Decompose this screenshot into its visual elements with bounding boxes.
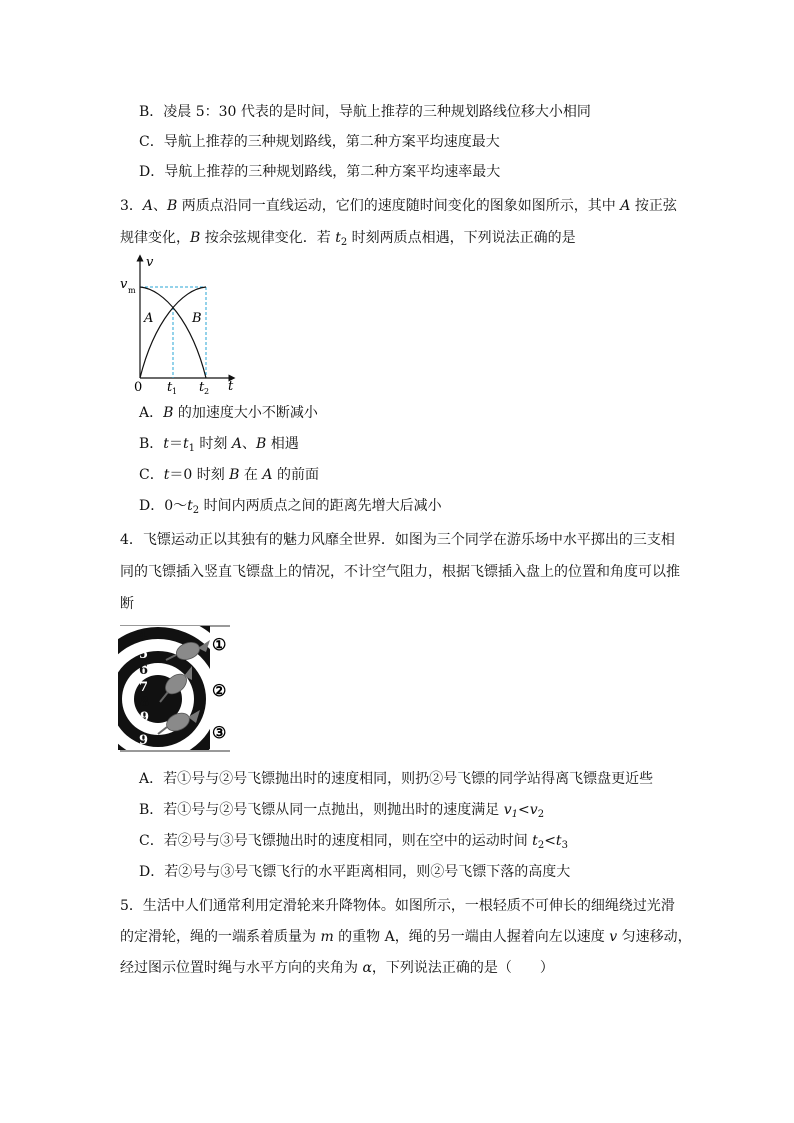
mark-3: ③ xyxy=(212,723,227,742)
q3-stem-line2: 规律变化，B 按余弦规律变化．若 $t_2$ 时刻两质点相遇，下列说法正确的是 xyxy=(120,230,576,248)
curve-a-label: A xyxy=(144,311,154,326)
v-axis-label: v xyxy=(146,255,154,270)
q4-option-a: A．若①号与②号飞镖抛出时的速度相同，则扔②号飞镖的同学站得离飞镖盘更近些 xyxy=(139,771,654,787)
svg-text:5: 5 xyxy=(139,647,149,662)
q4-option-d: D．若②号与③号飞镖飞行的水平距离相同，则②号飞镖下落的高度大 xyxy=(139,864,571,880)
q3-option-b: B．$t=t_1$ 时刻 A、B 相遇 xyxy=(139,436,299,454)
q5-stem-line2: 的定滑轮，绳的一端系着质量为 m 的重物 A，绳的另一端由人握着向左以速度 v 匀速移动， xyxy=(120,929,692,945)
q4-stem-line3: 断 xyxy=(120,596,134,612)
origin-label: 0 xyxy=(134,380,143,394)
svg-text:9: 9 xyxy=(139,733,149,748)
svg-text:9: 9 xyxy=(140,710,150,725)
q3-option-c: C．t＝0 时刻 B 在 A 的前面 xyxy=(139,467,319,483)
t2-subscript: 2 xyxy=(204,387,210,394)
q4-option-b: B．若①号与②号飞镖从同一点抛出，则抛出时的速度满足 $v_1<v_2$ xyxy=(139,802,545,820)
vm-subscript: m xyxy=(128,286,136,295)
mark-1: ① xyxy=(212,635,227,654)
velocity-time-graph xyxy=(112,252,242,394)
t-axis-label: t xyxy=(228,379,234,394)
q3-option-a: A．B 的加速度大小不断减小 xyxy=(139,405,318,421)
vm-label: v xyxy=(120,277,128,292)
svg-text:7: 7 xyxy=(139,680,149,695)
dartboard-figure xyxy=(118,624,233,754)
q5-stem-line1: 5．生活中人们通常利用定滑轮来升降物体。如图所示，一根轻质不可伸长的细绳绕过光滑 xyxy=(120,898,675,914)
q4-stem-line1: 4．飞镖运动正以其独有的魅力风靡全世界．如图为三个同学在游乐场中水平掷出的三支相 xyxy=(120,532,675,548)
svg-text:6: 6 xyxy=(139,663,149,678)
q2-option-b: B．凌晨 5：30 代表的是时间，导航上推荐的三种规划路线位移大小相同 xyxy=(139,104,591,120)
svg-text:4: 4 xyxy=(138,629,148,644)
t1-label: t xyxy=(167,380,173,394)
q4-stem-line2: 同的飞镖插入竖直飞镖盘上的情况，不计空气阻力，根据飞镖插入盘上的位置和角度可以推 xyxy=(120,564,680,580)
q3-stem-line1: 3．A、B 两质点沿同一直线运动，它们的速度随时间变化的图象如图所示，其中 A 按正弦 xyxy=(120,198,677,214)
q2-option-c: C．导航上推荐的三种规划路线，第二种方案平均速度最大 xyxy=(139,134,500,150)
q2-option-d: D．导航上推荐的三种规划路线，第二种方案平均速率最大 xyxy=(139,164,501,180)
q5-stem-line3: 经过图示位置时绳与水平方向的夹角为 α，下列说法正确的是（ ） xyxy=(120,960,554,976)
curve-b-label: B xyxy=(192,311,202,326)
mark-2: ② xyxy=(212,681,227,700)
t2-label: t xyxy=(199,380,205,394)
q4-option-c: C．若②号与③号飞镖抛出时的速度相同，则在空中的运动时间 $t_2<t_3$ xyxy=(139,833,568,851)
q3-option-d: D．$0\sim t_2$ 时间内两质点之间的距离先增大后减小 xyxy=(139,498,442,516)
svg-text:8: 8 xyxy=(140,695,150,710)
t1-subscript: 1 xyxy=(172,387,178,394)
